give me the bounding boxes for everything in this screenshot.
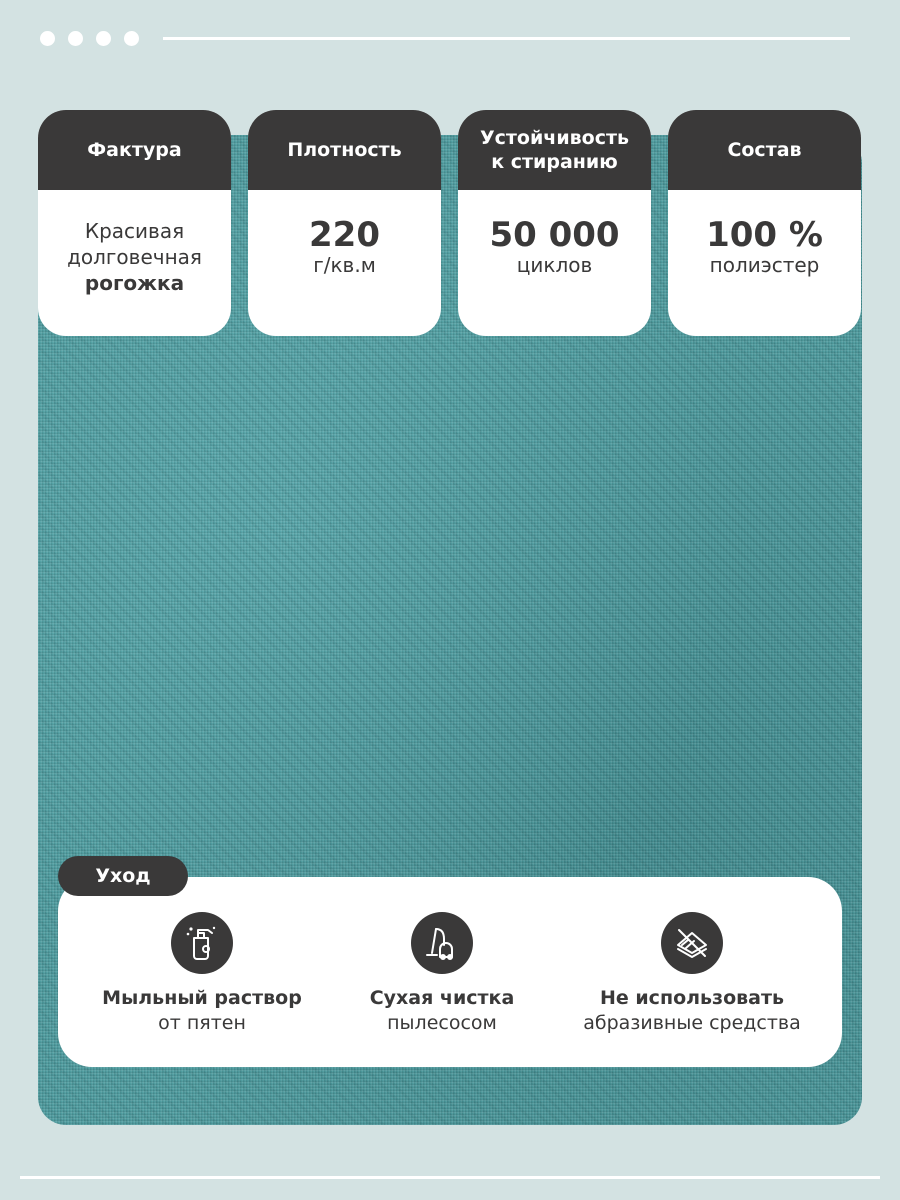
top-divider	[163, 37, 850, 40]
card-text-line: долговечная	[67, 245, 202, 269]
card-text-line: Красивая	[84, 219, 185, 243]
card-unit: полиэстер	[709, 253, 820, 277]
abrasion-resistance-card	[458, 110, 651, 336]
composition-card	[668, 110, 861, 336]
carousel-dot	[40, 31, 55, 46]
bottom-divider	[20, 1176, 880, 1179]
carousel-dot	[96, 31, 111, 46]
care-item	[72, 912, 332, 1036]
carousel-dots	[40, 31, 139, 46]
care-item	[312, 912, 572, 1036]
texture-card	[38, 110, 231, 336]
soap-bottle-icon	[171, 912, 233, 974]
care-item-title: Мыльный раствор	[102, 987, 302, 1009]
no-abrasive-icon	[661, 912, 723, 974]
card-unit: циклов	[516, 253, 593, 277]
care-item	[562, 912, 822, 1036]
care-item-title: Не использовать	[599, 987, 785, 1009]
care-item-subtitle: пылесосом	[387, 1012, 497, 1034]
card-title-line: Устойчивость	[479, 127, 629, 149]
card-value: 50 000	[489, 215, 620, 255]
care-item-subtitle: абразивные средства	[583, 1012, 801, 1034]
card-text-highlight: рогожка	[84, 271, 185, 295]
care-item-subtitle: от пятен	[158, 1012, 246, 1034]
card-unit: г/кв.м	[313, 253, 376, 277]
care-item-title: Сухая чистка	[369, 987, 515, 1009]
carousel-dot	[124, 31, 139, 46]
card-value: 220	[309, 215, 380, 255]
card-title: Состав	[668, 110, 861, 190]
care-label: Уход	[58, 856, 188, 896]
card-title: Фактура	[38, 110, 231, 190]
card-value: 100 %	[706, 215, 823, 255]
card-title	[458, 110, 651, 190]
density-card	[248, 110, 441, 336]
card-title: Плотность	[248, 110, 441, 190]
carousel-dot	[68, 31, 83, 46]
card-title-line: к стиранию	[491, 151, 618, 173]
vacuum-cleaner-icon	[411, 912, 473, 974]
